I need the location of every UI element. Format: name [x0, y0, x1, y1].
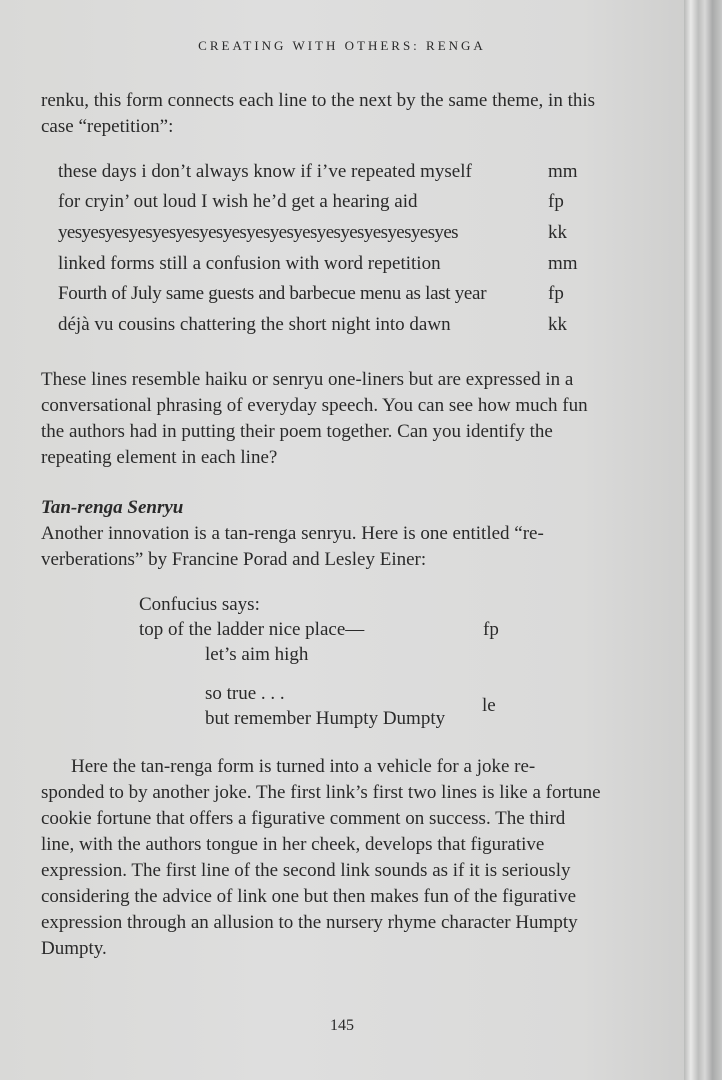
renga-line-text: Fourth of July same guests and barbecue menu as last year — [58, 283, 487, 304]
closing-paragraph: Here the tan-renga form is turned into a vehicle for a joke re- sponded to by another joke. The first link’s first two lines is like a fortune cookie fortune that offers a figurative comment on success. The third line, with the authors tongue in her cheek, develops that figurative expression. The first line of the second link sounds as if it is seriously considering the advice of link one but then makes fun of the figurative expression through an allusion to the nursery rhyme character Humpty Dumpty. — [41, 756, 601, 959]
poem-line: so true . . . — [205, 683, 285, 704]
page-number: 145 — [330, 1017, 354, 1034]
renga-line-author: mm — [548, 253, 578, 274]
renga-line — [58, 218, 598, 248]
renga-line-author: fp — [548, 191, 564, 212]
poem-line: but remember Humpty Dumpty — [205, 708, 446, 729]
poem-line: Confucius says: — [139, 594, 260, 615]
poem-author-initials: fp — [483, 619, 499, 640]
section-heading: Tan-renga Senryu — [41, 497, 184, 518]
renga-line-text: for cryin’ out loud I wish he’d get a hearing aid — [58, 191, 418, 212]
renga-line-author: fp — [548, 283, 564, 304]
poem-line: let’s aim high — [205, 644, 309, 665]
renga-line — [58, 279, 598, 309]
book-gutter — [684, 0, 722, 1080]
running-head: CREATING WITH OTHERS: RENGA — [198, 38, 486, 53]
renga-line — [58, 249, 598, 279]
commentary-paragraph: These lines resemble haiku or senryu one-liners but are expressed in a conversational phrasing of everyday speech. You can see how much fun the authors had in putting their poem together. Can you identify the repeating element in each line? — [41, 369, 588, 468]
section-intro-paragraph: Another innovation is a tan-renga senryu. Here is one entitled “re- verberations” by Francine Porad and Lesley Einer: — [41, 523, 544, 570]
renga-line-author: mm — [548, 161, 578, 182]
renga-line-text: déjà vu cousins chattering the short night into dawn — [58, 314, 451, 335]
renga-line-text: yesyesyesyesyesyesyesyesyesyesyesyesyesyesyesyesyes — [58, 222, 458, 243]
intro-paragraph: renku, this form connects each line to the next by the same theme, in this case “repetition”: — [41, 90, 596, 137]
renga-line-author: kk — [548, 222, 567, 243]
renga-line — [58, 187, 598, 217]
renga-line — [58, 157, 598, 187]
renga-line — [58, 310, 598, 340]
renga-line-author: kk — [548, 314, 567, 335]
renga-line-text: these days i don’t always know if i’ve repeated myself — [58, 161, 472, 182]
poem-line: top of the ladder nice place— — [139, 619, 365, 640]
poem-author-initials: le — [482, 695, 496, 716]
renga-line-text: linked forms still a confusion with word repetition — [58, 253, 441, 274]
